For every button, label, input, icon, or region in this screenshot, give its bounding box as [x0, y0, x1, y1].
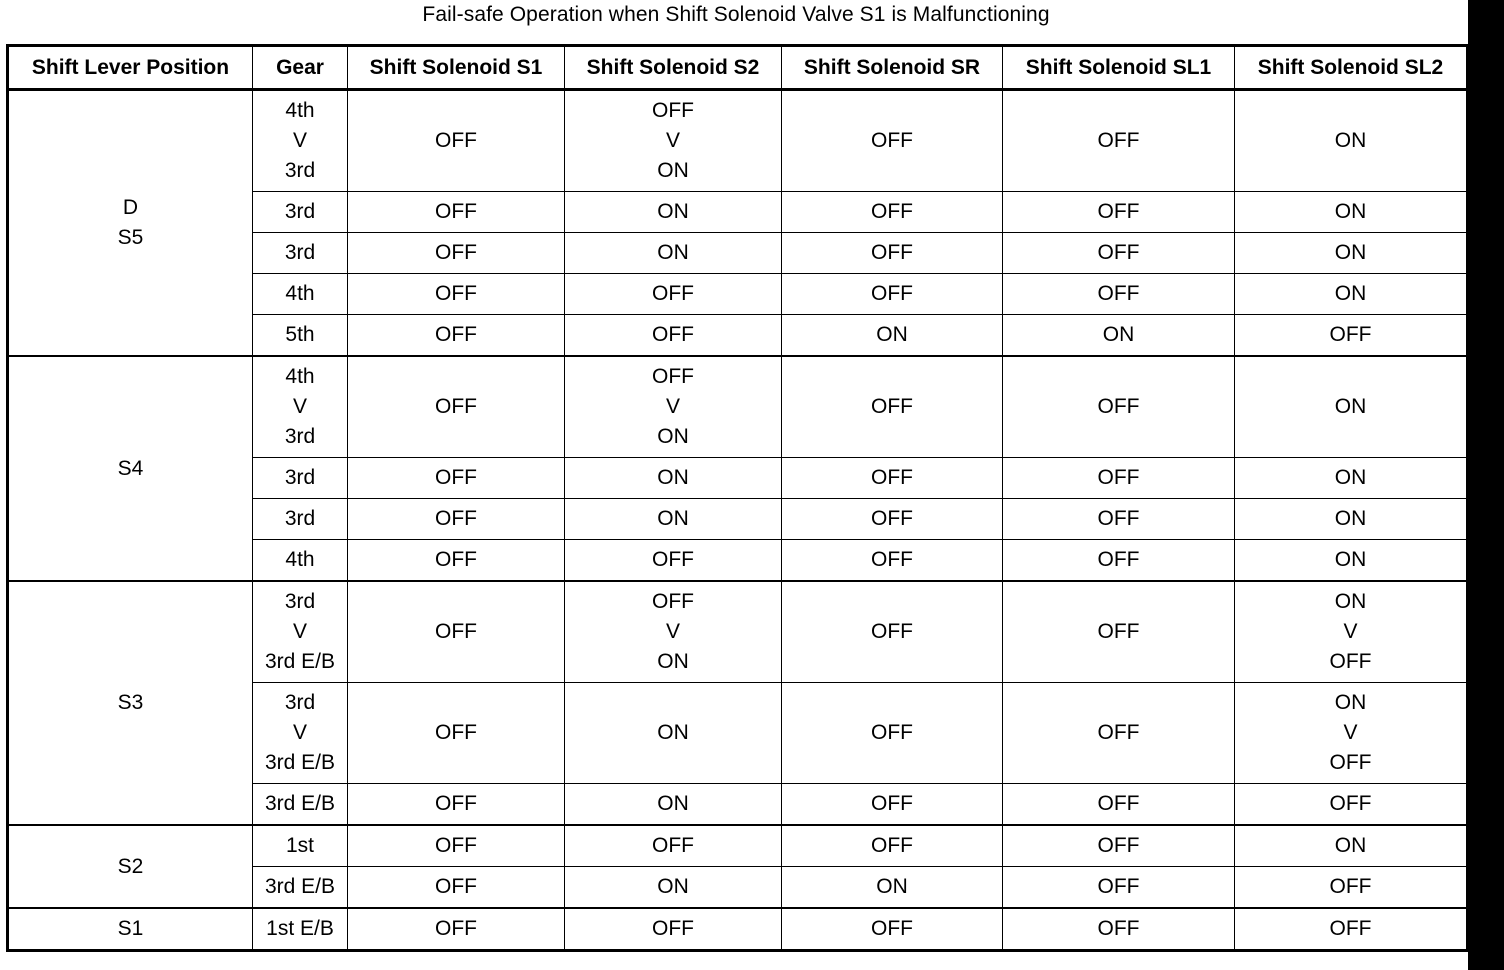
gear-cell: 3rd [253, 458, 348, 499]
s2-value: ON [657, 159, 689, 182]
sl2-cell: ON [1235, 192, 1468, 233]
gear-cell: 3rd E/B [253, 867, 348, 909]
gear-cell: 4th [253, 274, 348, 315]
sr-cell: OFF [782, 908, 1003, 951]
table-row [8, 825, 1468, 867]
position-label: D [122, 196, 139, 219]
sr-cell: OFF [782, 825, 1003, 867]
right-edge-bar [1468, 0, 1504, 970]
gear-value: 4th [285, 365, 315, 388]
s2-cell: ON [565, 192, 782, 233]
shift-lever-position-d-s5 [8, 90, 253, 357]
sl2-value: ON [1334, 590, 1367, 613]
sr-cell: OFF [782, 458, 1003, 499]
s2-cell: OFF [565, 315, 782, 357]
sl1-cell: OFF [1003, 908, 1235, 951]
s1-cell: OFF [348, 192, 565, 233]
sl2-cell [1235, 683, 1468, 784]
s2-cell: OFF [565, 825, 782, 867]
sl2-cell: ON [1235, 825, 1468, 867]
gear-value: 3rd E/B [264, 650, 336, 673]
s2-cell: ON [565, 458, 782, 499]
sr-cell: ON [782, 867, 1003, 909]
sl1-cell: OFF [1003, 499, 1235, 540]
position-label: S5 [117, 226, 144, 249]
sl2-cell: ON [1235, 274, 1468, 315]
gear-value: 3rd [284, 590, 316, 613]
sr-cell: OFF [782, 233, 1003, 274]
s2-cell: ON [565, 784, 782, 826]
gear-cell [253, 356, 348, 458]
sl2-cell: ON [1235, 458, 1468, 499]
sl2-cell: ON [1235, 90, 1468, 192]
s2-value: OFF [652, 590, 694, 613]
s1-cell: OFF [348, 683, 565, 784]
table-row [8, 581, 1468, 683]
sl2-cell: OFF [1235, 315, 1468, 357]
shift-lever-position-s1: S1 [8, 908, 253, 951]
sr-cell: OFF [782, 581, 1003, 683]
gear-cell [253, 683, 348, 784]
s2-cell: OFF [565, 540, 782, 582]
s2-cell: ON [565, 683, 782, 784]
gear-cell [253, 90, 348, 192]
sl1-cell: ON [1003, 315, 1235, 357]
s2-cell: OFF [565, 908, 782, 951]
s2-cell: ON [565, 867, 782, 909]
sr-cell: OFF [782, 540, 1003, 582]
sl2-cell: ON [1235, 356, 1468, 458]
sl2-cell: OFF [1235, 908, 1468, 951]
sl2-cell: OFF [1235, 784, 1468, 826]
gear-cell [253, 581, 348, 683]
s2-cell: OFF [565, 274, 782, 315]
header-row [8, 46, 1468, 90]
s2-cell: ON [565, 499, 782, 540]
s1-cell: OFF [348, 458, 565, 499]
gear-cell: 1st [253, 825, 348, 867]
sr-cell: OFF [782, 499, 1003, 540]
s1-cell: OFF [348, 274, 565, 315]
document-title: Fail-safe Operation when Shift Solenoid Valve S1 is Malfunctioning [422, 3, 1050, 26]
gear-value: 3rd [284, 159, 316, 182]
gear-value: 3rd [284, 691, 316, 714]
s1-cell: OFF [348, 867, 565, 909]
sl2-cell: ON [1235, 499, 1468, 540]
sr-cell: ON [782, 315, 1003, 357]
s2-value: V [665, 395, 680, 418]
sl2-cell: ON [1235, 233, 1468, 274]
sl2-value: OFF [1329, 650, 1372, 673]
sl1-cell: OFF [1003, 233, 1235, 274]
shift-lever-position-s4: S4 [8, 356, 253, 581]
s2-value: ON [657, 650, 689, 673]
table-row [8, 90, 1468, 192]
sl1-cell: OFF [1003, 274, 1235, 315]
gear-value: V [292, 129, 307, 152]
header-shift-solenoid-sr: Shift Solenoid SR [782, 46, 1003, 90]
fail-safe-table [6, 44, 1469, 952]
sl1-cell: OFF [1003, 581, 1235, 683]
gear-cell: 1st E/B [253, 908, 348, 951]
header-shift-solenoid-s2: Shift Solenoid S2 [565, 46, 782, 90]
s2-value: OFF [652, 99, 694, 122]
s1-cell: OFF [348, 315, 565, 357]
gear-cell: 3rd E/B [253, 784, 348, 826]
sl1-cell: OFF [1003, 867, 1235, 909]
sl2-cell: ON [1235, 540, 1468, 582]
sl2-value: V [1343, 620, 1358, 643]
shift-lever-position-s3: S3 [8, 581, 253, 825]
header-gear: Gear [253, 46, 348, 90]
sl1-cell: OFF [1003, 192, 1235, 233]
gear-cell: 3rd [253, 192, 348, 233]
s2-value: V [665, 620, 680, 643]
gear-value: V [292, 395, 307, 418]
sl1-cell: OFF [1003, 356, 1235, 458]
sl2-cell: OFF [1235, 867, 1468, 909]
table-row [8, 356, 1468, 458]
sr-cell: OFF [782, 784, 1003, 826]
s1-cell: OFF [348, 784, 565, 826]
sl2-value: ON [1334, 691, 1367, 714]
gear-cell: 4th [253, 540, 348, 582]
sl2-value: V [1343, 721, 1358, 744]
sr-cell: OFF [782, 90, 1003, 192]
s1-cell: OFF [348, 908, 565, 951]
table-row [8, 908, 1468, 951]
sr-cell: OFF [782, 192, 1003, 233]
gear-value: V [292, 620, 307, 643]
s2-value: OFF [652, 365, 694, 388]
header-shift-solenoid-sl1: Shift Solenoid SL1 [1003, 46, 1235, 90]
sl2-cell [1235, 581, 1468, 683]
header-shift-lever-position: Shift Lever Position [8, 46, 253, 90]
s1-cell: OFF [348, 540, 565, 582]
s2-cell [565, 581, 782, 683]
sl1-cell: OFF [1003, 540, 1235, 582]
gear-value: V [292, 721, 307, 744]
sl1-cell: OFF [1003, 683, 1235, 784]
sl1-cell: OFF [1003, 784, 1235, 826]
s1-cell: OFF [348, 90, 565, 192]
gear-cell: 5th [253, 315, 348, 357]
s1-cell: OFF [348, 499, 565, 540]
sr-cell: OFF [782, 683, 1003, 784]
s1-cell: OFF [348, 233, 565, 274]
shift-lever-position-s2: S2 [8, 825, 253, 908]
sl1-cell: OFF [1003, 458, 1235, 499]
sl1-cell: OFF [1003, 825, 1235, 867]
table-body [8, 90, 1468, 951]
s2-cell [565, 356, 782, 458]
header-shift-solenoid-s1: Shift Solenoid S1 [348, 46, 565, 90]
gear-value: 3rd E/B [264, 751, 336, 774]
s1-cell: OFF [348, 581, 565, 683]
sr-cell: OFF [782, 274, 1003, 315]
s2-cell [565, 90, 782, 192]
sl2-value: OFF [1329, 751, 1372, 774]
s1-cell: OFF [348, 825, 565, 867]
s2-cell: ON [565, 233, 782, 274]
s2-value: ON [657, 425, 689, 448]
sr-cell: OFF [782, 356, 1003, 458]
gear-value: 4th [285, 99, 315, 122]
gear-cell: 3rd [253, 233, 348, 274]
header-shift-solenoid-sl2: Shift Solenoid SL2 [1235, 46, 1468, 90]
gear-value: 3rd [284, 425, 316, 448]
sl1-cell: OFF [1003, 90, 1235, 192]
s2-value: V [665, 129, 680, 152]
gear-cell: 3rd [253, 499, 348, 540]
s1-cell: OFF [348, 356, 565, 458]
